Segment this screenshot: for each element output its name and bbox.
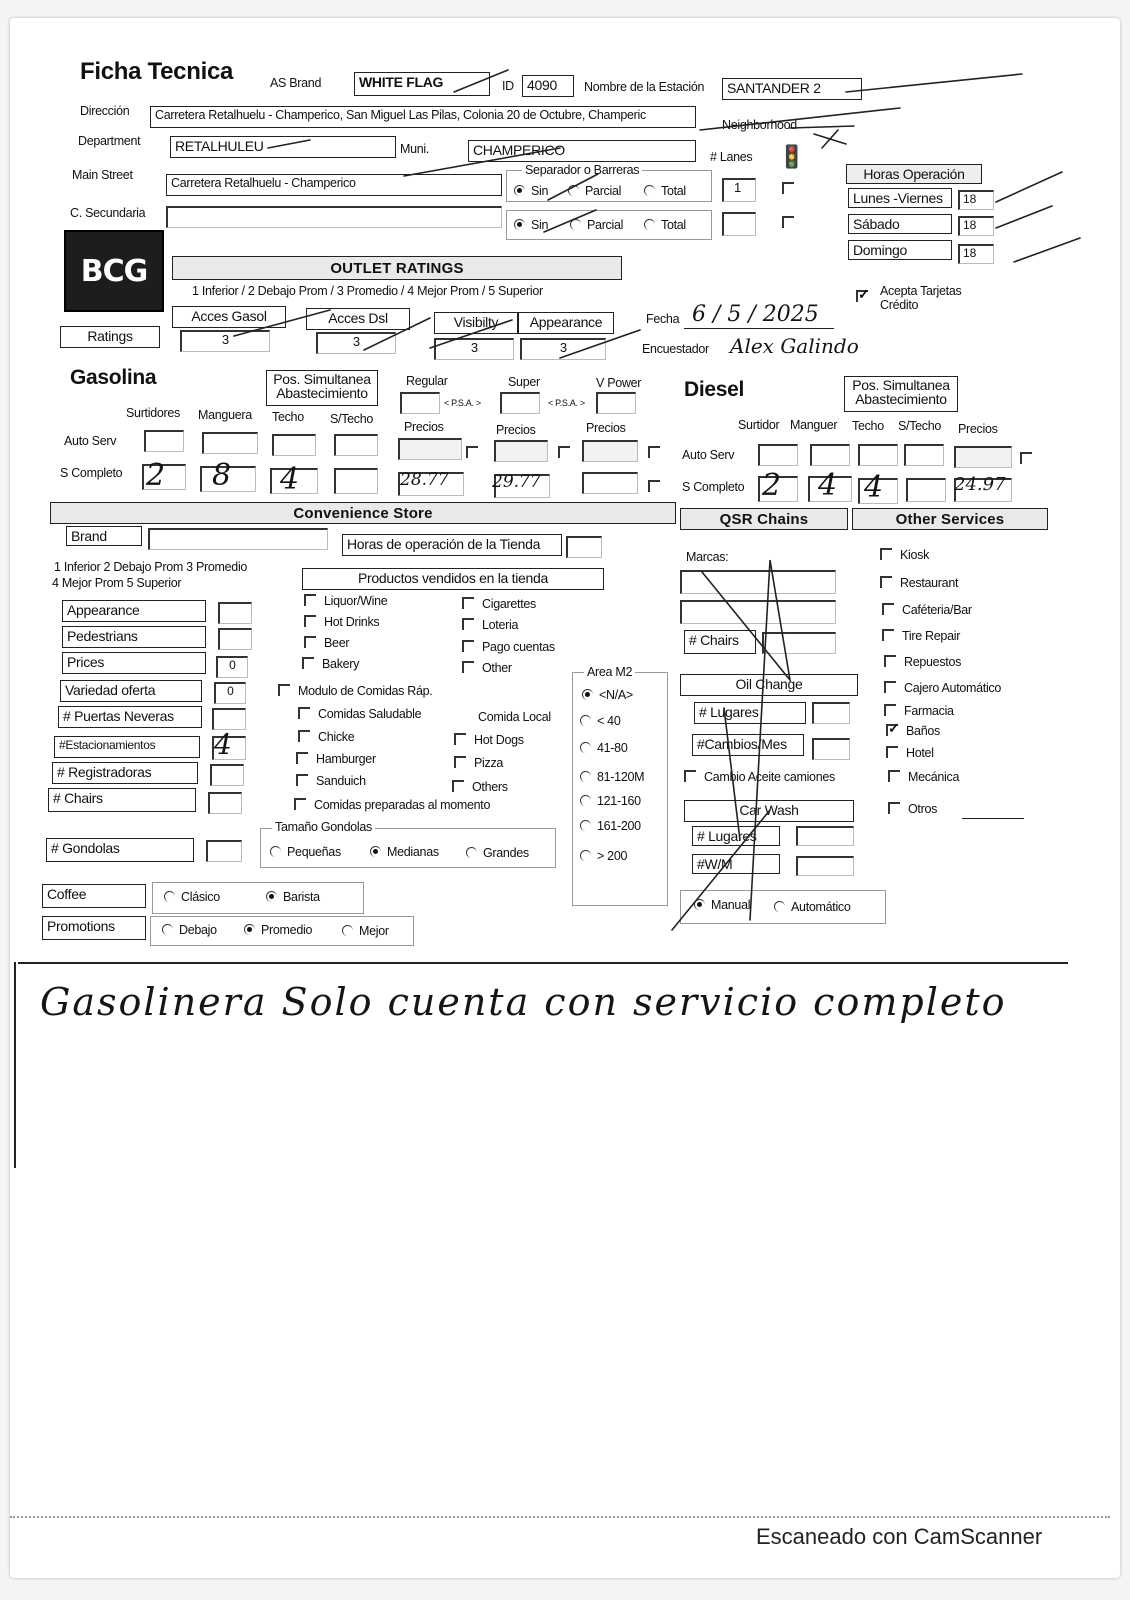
as-manguera-field[interactable]	[202, 432, 258, 454]
domingo-hours[interactable]: 18	[958, 244, 994, 264]
id-label: ID	[502, 79, 514, 93]
c-secundaria-field[interactable]	[166, 206, 502, 228]
promo-mejor[interactable]: Mejor	[342, 924, 389, 938]
lanes-checkbox-2[interactable]	[782, 214, 802, 232]
acces-dsl-label: Acces Dsl	[306, 308, 410, 330]
product-liquor[interactable]: Liquor/Wine	[304, 594, 387, 608]
service-otros[interactable]: Otros	[888, 802, 937, 816]
diesel-manguer-label: Manguer	[790, 418, 838, 432]
diesel-auto-serv-label: Auto Serv	[682, 448, 735, 462]
form-title: Ficha Tecnica	[80, 58, 234, 85]
productos-label: Productos vendidos en la tienda	[302, 568, 604, 590]
promo-debajo[interactable]: Debajo	[162, 923, 217, 937]
sep-sin-2[interactable]: Sin	[514, 218, 548, 232]
station-field[interactable]: SANTANDER 2	[722, 78, 862, 100]
product-hot-drinks[interactable]: Hot Drinks	[304, 615, 379, 629]
tarjetas-checkbox[interactable]	[856, 288, 876, 306]
encuestador-value[interactable]: Alex Galindo	[730, 334, 859, 358]
comida-hamburger[interactable]: Hamburger	[296, 752, 376, 766]
as-stecho-field[interactable]	[334, 434, 378, 456]
area-gt200[interactable]: > 200	[580, 849, 627, 863]
comida-hot-dogs[interactable]: Hot Dogs	[454, 733, 524, 747]
lunes-label: Lunes -Viernes	[848, 188, 952, 208]
oil-lugares-label: # Lugares	[694, 702, 806, 724]
cs-field-estacionamientos-label: #Estacionamientos	[54, 736, 200, 758]
diesel-title: Diesel	[684, 378, 745, 401]
cs-brand-field[interactable]	[148, 528, 328, 550]
diesel-s-completo-label: S Completo	[682, 480, 745, 494]
psa-super: < P.S.A. >	[548, 398, 585, 408]
stecho-label: S/Techo	[330, 412, 374, 426]
as-price-regular[interactable]	[398, 438, 462, 460]
cs-field-pedestrians-label: Pedestrians	[62, 626, 206, 648]
oil-change-label: Oil Change	[680, 674, 858, 696]
lanes-field-2[interactable]	[722, 212, 756, 236]
fecha-label: Fecha	[646, 312, 680, 326]
cs-field-appearance-label: Appearance	[62, 600, 206, 622]
tamano-grandes[interactable]: Grandes	[466, 846, 529, 860]
other-services-header: Other Services	[852, 508, 1048, 530]
cs-field-variedad[interactable]: 0	[214, 682, 246, 704]
fecha-value[interactable]: 6 / 5 / 2025	[692, 302, 819, 327]
cs-field-puertas-label: # Puertas Neveras	[58, 706, 202, 728]
separador-label: Separador o Barreras	[522, 163, 642, 177]
sc-techo-value: 4	[280, 462, 300, 497]
gasolina-title: Gasolina	[70, 366, 157, 389]
service-repuestos[interactable]: Repuestos	[884, 655, 961, 669]
cw-wm-field[interactable]	[796, 856, 854, 876]
sc-manguera-value: 8	[212, 458, 232, 493]
cs-field-chairs-label: # Chairs	[48, 788, 196, 812]
main-street-label: Main Street	[72, 168, 133, 182]
cs-horas-label: Horas de operación de la Tienda	[342, 534, 562, 556]
sep-parcial-2[interactable]: Parcial	[570, 218, 623, 232]
sep-total-2[interactable]: Total	[644, 218, 686, 232]
tamano-medianas[interactable]: Medianas	[370, 845, 439, 859]
convenience-store-header: Convenience Store	[50, 502, 676, 524]
sc-stecho-field[interactable]	[334, 468, 378, 494]
oil-cambios-field[interactable]	[812, 738, 850, 760]
appearance-label: Appearance	[518, 312, 614, 334]
area-81-120[interactable]: 81-120M	[580, 770, 644, 784]
diesel-stecho-label: S/Techo	[898, 419, 942, 433]
muni-field[interactable]: CHAMPERICO	[468, 140, 696, 162]
area-lt40[interactable]: < 40	[580, 714, 620, 728]
department-label: Department	[78, 134, 141, 148]
id-field[interactable]: 4090	[522, 75, 574, 97]
area-161-200[interactable]: 161-200	[580, 819, 641, 833]
tamano-pequenas[interactable]: Pequeñas	[270, 845, 341, 859]
as-price-vpower[interactable]	[582, 440, 638, 462]
cambio-aceite-camiones[interactable]: Cambio Aceite camiones	[684, 770, 835, 784]
diesel-as-techo[interactable]	[858, 444, 898, 466]
as-price-super[interactable]	[494, 440, 548, 462]
visibility-rating[interactable]: 3	[434, 338, 514, 360]
sc-surtidores-value: 2	[146, 458, 166, 493]
product-beer[interactable]: Beer	[304, 636, 349, 650]
surtidores-label: Surtidores	[126, 406, 180, 420]
oil-cambios-label: #Cambios/Mes	[692, 734, 804, 756]
cs-field-appearance[interactable]	[218, 602, 252, 624]
as-brand-label: AS Brand	[270, 76, 322, 90]
marcas-field-2[interactable]	[680, 600, 836, 624]
coffee-barista[interactable]: Barista	[266, 890, 320, 904]
product-cigarettes[interactable]: Cigarettes	[462, 597, 536, 611]
cw-lugares-field[interactable]	[796, 826, 854, 846]
wash-automatico[interactable]: Automático	[774, 900, 851, 914]
service-cafeteria[interactable]: Caféteria/Bar	[882, 603, 972, 617]
tamano-label: Tamaño Gondolas	[272, 820, 375, 834]
diesel-as-stecho[interactable]	[904, 444, 944, 466]
acces-gasol-rating[interactable]: 3	[180, 330, 270, 352]
notes-top-border	[18, 962, 1068, 964]
visibility-label: Visibilty	[434, 312, 518, 334]
bcg-logo: BCG	[64, 230, 164, 312]
encuestador-label: Encuestador	[642, 342, 709, 356]
diesel-surtidor-label: Surtidor	[738, 418, 780, 432]
diesel-as-manguer[interactable]	[810, 444, 850, 466]
marcas-field-1[interactable]	[680, 570, 836, 594]
promo-promedio[interactable]: Promedio	[244, 923, 312, 937]
sep-sin-1[interactable]: Sin	[514, 184, 548, 198]
lanes-field-1[interactable]: 1	[722, 178, 756, 202]
acces-gasol-label: Acces Gasol	[172, 306, 286, 328]
precios-regular-label: Precios	[404, 420, 444, 434]
cs-horas-field[interactable]	[566, 536, 602, 558]
qsr-chains-header: QSR Chains	[680, 508, 848, 530]
cs-field-estacionamientos: 4	[214, 728, 232, 761]
diesel-pos-simultanea: Pos. Simultanea Abastecimiento	[844, 376, 958, 412]
cs-field-registradoras[interactable]	[210, 764, 244, 786]
psa-regular: < P.S.A. >	[444, 398, 481, 408]
cs-scale-line1: 1 Inferior 2 Debajo Prom 3 Promedio	[54, 560, 248, 574]
super-label: Super	[508, 375, 540, 389]
diesel-sc-manguer-value: 4	[818, 468, 838, 503]
area-na[interactable]: <N/A>	[582, 688, 633, 702]
diesel-techo-label: Techo	[852, 419, 884, 433]
product-other[interactable]: Other	[462, 661, 512, 675]
sabado-label: Sábado	[848, 214, 952, 234]
modulo-comidas[interactable]: Modulo de Comidas Ráp.	[278, 684, 432, 698]
manguera-label: Manguera	[198, 408, 252, 422]
comida-saludable[interactable]: Comidas Saludable	[298, 707, 421, 721]
sc-price-super-value: 29.77	[492, 472, 541, 492]
s-completo-label: S Completo	[60, 466, 123, 480]
super-pos-field[interactable]	[500, 392, 540, 414]
lunes-hours[interactable]: 18	[958, 190, 994, 210]
fecha-underline	[684, 328, 834, 329]
neighborhood-label: Neighborhood	[722, 118, 797, 132]
direccion-field[interactable]: Carretera Retalhuelu - Champerico, San Miguel Las Pilas, Colonia 20 de Octubre, Champeric	[150, 106, 696, 128]
comida-others[interactable]: Others	[452, 780, 508, 794]
oil-lugares-field[interactable]	[812, 702, 850, 724]
vpower-label: V Power	[596, 376, 642, 390]
area-label: Area M2	[584, 665, 635, 679]
main-street-field[interactable]: Carretera Retalhuelu - Champerico	[166, 174, 502, 196]
regular-pos-field[interactable]	[400, 392, 440, 414]
qsr-chairs-field[interactable]	[762, 632, 836, 654]
service-farmacia[interactable]: Farmacia	[884, 704, 954, 718]
service-mecanica[interactable]: Mecánica	[888, 770, 959, 784]
sep-total-1[interactable]: Total	[644, 184, 686, 198]
handwritten-note: Gasolinera Solo cuenta con servicio completo	[40, 980, 1007, 1024]
direccion-label: Dirección	[80, 104, 130, 118]
cs-gondolas-field[interactable]	[206, 840, 242, 862]
as-vpower-checkbox[interactable]	[648, 444, 668, 462]
camscanner-watermark: Escaneado con CamScanner	[756, 1524, 1043, 1549]
as-techo-field[interactable]	[272, 434, 316, 456]
diesel-as-checkbox[interactable]	[1020, 450, 1040, 468]
comida-sanduich[interactable]: Sanduich	[296, 774, 366, 788]
car-wash-label: Car Wash	[684, 800, 854, 822]
diesel-sc-price-value: 24.97	[954, 474, 1006, 495]
diesel-precios-label: Precios	[958, 422, 998, 436]
notes-left-border	[14, 962, 16, 1168]
as-surtidores-field[interactable]	[144, 430, 184, 452]
comida-pizza[interactable]: Pizza	[454, 756, 503, 770]
comidas-preparadas[interactable]: Comidas preparadas al momento	[294, 798, 490, 812]
regular-label: Regular	[406, 374, 448, 388]
horas-operacion-header: Horas Operación	[846, 164, 982, 184]
outlet-ratings-header: OUTLET RATINGS	[172, 256, 622, 280]
cs-field-registradoras-label: # Registradoras	[52, 762, 198, 784]
service-restaurant[interactable]: Restaurant	[880, 576, 958, 590]
precios-vpower-label: Precios	[586, 421, 626, 435]
cs-scale-line2: 4 Mejor Prom 5 Superior	[52, 576, 182, 590]
service-tire-repair[interactable]: Tire Repair	[882, 629, 960, 643]
sc-vpower-checkbox[interactable]	[648, 478, 668, 496]
cs-field-variedad-label: Variedad oferta	[60, 680, 202, 702]
service-banos[interactable]: ✓Baños	[886, 724, 940, 738]
cw-wm-label: #W/M	[692, 854, 780, 874]
department-field[interactable]: RETALHULEU	[170, 136, 396, 158]
coffee-clasico[interactable]: Clásico	[164, 890, 220, 904]
sc-price-vpower[interactable]	[582, 472, 638, 494]
sep-parcial-1[interactable]: Parcial	[568, 184, 621, 198]
area-group	[572, 672, 668, 906]
area-121-160[interactable]: 121-160	[580, 794, 641, 808]
qsr-chairs-label: # Chairs	[684, 630, 756, 654]
cs-field-chairs[interactable]	[208, 792, 242, 814]
cw-lugares-label: # Lugares	[692, 826, 780, 846]
comida-chicke[interactable]: Chicke	[298, 730, 354, 744]
as-super-checkbox[interactable]	[558, 444, 578, 462]
area-41-80[interactable]: 41-80	[580, 741, 627, 755]
tarjetas-label: Acepta Tarjetas Crédito	[880, 284, 962, 312]
sc-price-regular-value: 28.77	[400, 470, 449, 490]
gasolina-pos-simultanea: Pos. Simultanea Abastecimiento	[266, 370, 378, 406]
diesel-as-surtidor[interactable]	[758, 444, 798, 466]
marcas-label: Marcas:	[686, 550, 729, 564]
diesel-sc-stecho[interactable]	[906, 478, 946, 502]
scan-edge	[10, 1516, 1110, 1518]
cs-field-pedestrians[interactable]	[218, 628, 252, 650]
traffic-light-icon: 🚦	[778, 144, 806, 169]
cs-field-puertas[interactable]	[212, 708, 246, 730]
appearance-rating[interactable]: 3	[520, 338, 606, 360]
cs-gondolas-label: # Gondolas	[46, 838, 194, 862]
sabado-hours[interactable]: 18	[958, 216, 994, 236]
diesel-sc-surtidor-value: 2	[762, 468, 782, 503]
diesel-as-price[interactable]	[954, 446, 1012, 468]
service-kiosk[interactable]: Kiosk	[880, 548, 929, 562]
cs-field-prices-label: Prices	[62, 652, 206, 674]
service-hotel[interactable]: Hotel	[886, 746, 934, 760]
otros-underline	[962, 818, 1024, 819]
ratings-label: Ratings	[60, 326, 160, 348]
comida-local-label: Comida Local	[478, 710, 551, 724]
as-regular-checkbox[interactable]	[466, 444, 486, 462]
c-secundaria-label: C. Secundaria	[70, 206, 146, 220]
muni-label: Muni.	[400, 142, 430, 156]
lanes-label: # Lanes	[710, 150, 753, 164]
station-label: Nombre de la Estación	[584, 80, 705, 94]
precios-super-label: Precios	[496, 423, 536, 437]
product-bakery[interactable]: Bakery	[302, 657, 359, 671]
service-cajero[interactable]: Cajero Automático	[884, 681, 1001, 695]
wash-manual[interactable]: Manual	[694, 898, 750, 912]
vpower-pos-field[interactable]	[596, 392, 636, 414]
techo-label: Techo	[272, 410, 304, 424]
cs-field-prices[interactable]: 0	[216, 656, 248, 678]
outlet-scale: 1 Inferior / 2 Debajo Prom / 3 Promedio / 4 Mejor Prom / 5 Superior	[192, 284, 543, 298]
domingo-label: Domingo	[848, 240, 952, 260]
promotions-label: Promotions	[42, 916, 146, 940]
cs-brand-label: Brand	[66, 526, 142, 546]
product-pago-cuentas[interactable]: Pago cuentas	[462, 640, 555, 654]
lanes-checkbox-1[interactable]	[782, 180, 802, 198]
diesel-sc-techo-value: 4	[864, 470, 884, 505]
auto-serv-label: Auto Serv	[64, 434, 117, 448]
as-brand-field[interactable]: WHITE FLAG	[354, 72, 490, 96]
acces-dsl-rating[interactable]: 3	[316, 332, 396, 354]
coffee-label: Coffee	[42, 884, 146, 908]
product-loteria[interactable]: Loteria	[462, 618, 518, 632]
